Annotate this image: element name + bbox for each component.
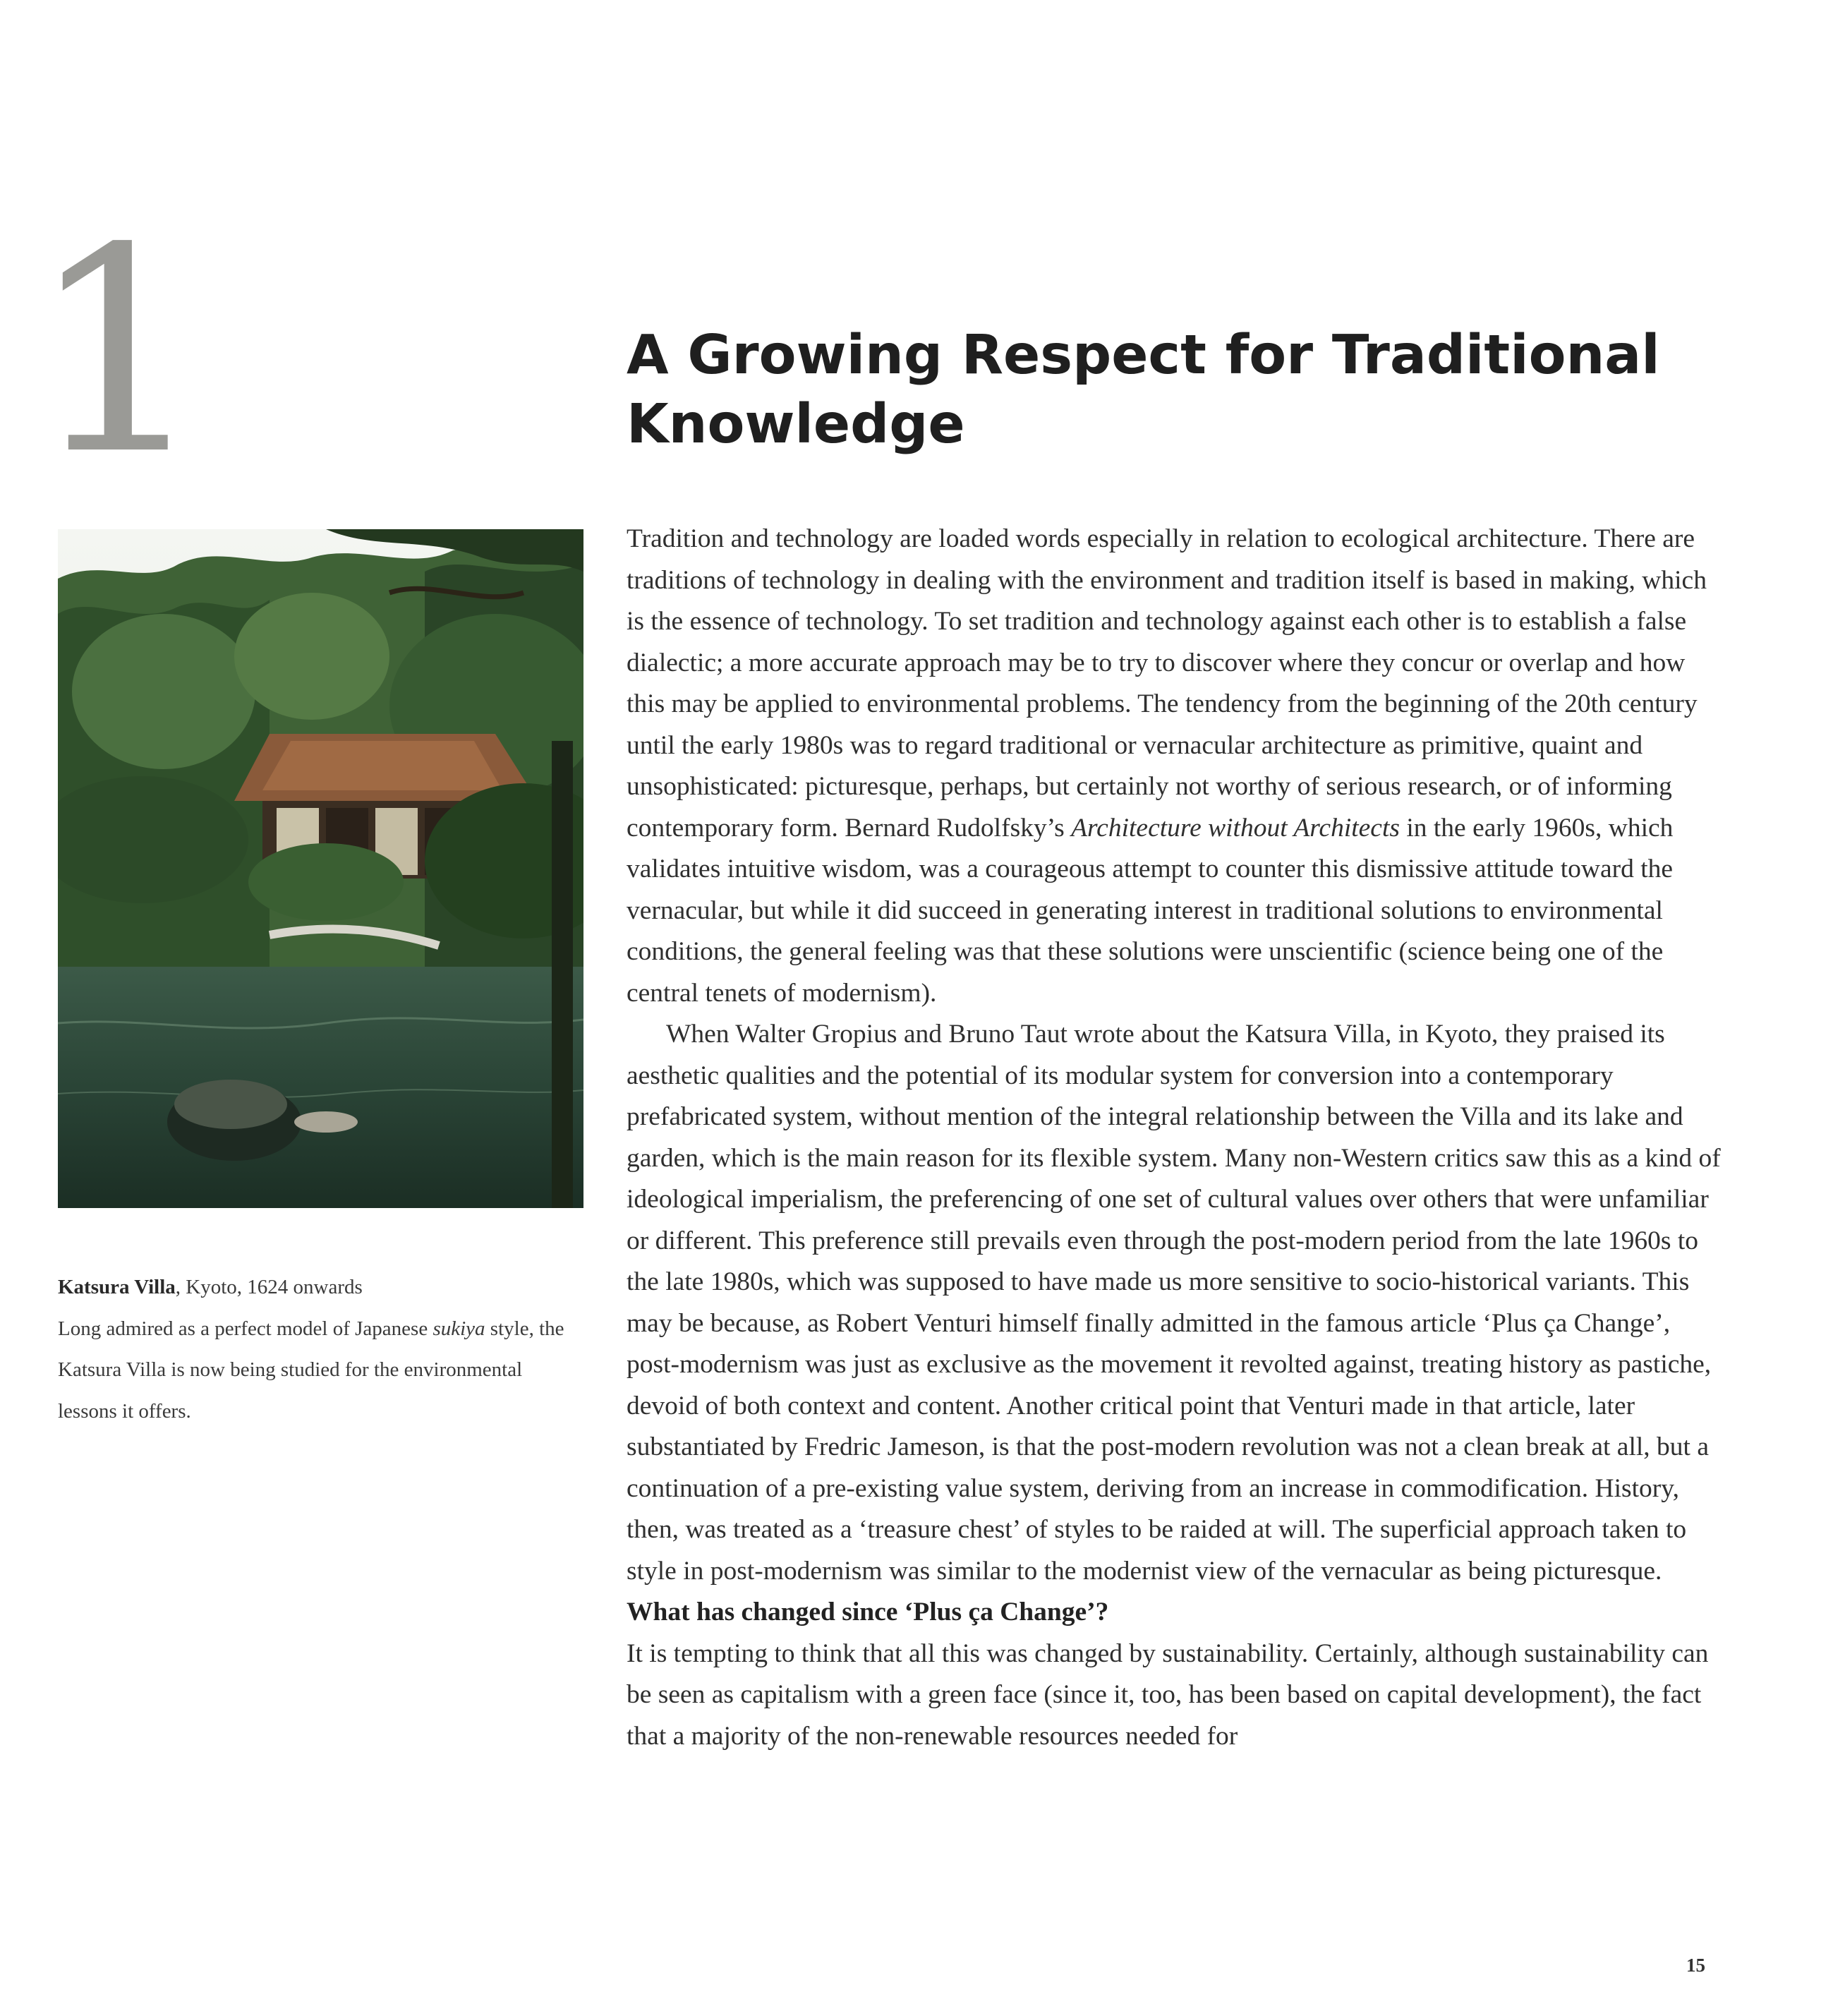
figure-caption [58, 1267, 566, 1432]
paragraph-3: It is tempting to think that all this was changed by sustainability. Certainly, although sustainability can be seen as capitalism with a green face (since it, too, has been based on capital development), the fact that a majority of the non-renewable resources needed for [627, 1638, 1709, 1751]
book-title-italic: Architecture without Architects [1071, 813, 1400, 843]
section-subheading: What has changed since ‘Plus ça Change’? [627, 1598, 1109, 1626]
chapter-title: A Growing Respect for Traditional Knowledge [627, 324, 1660, 456]
paragraph-1-part-b: in the early 1960s, which validates intuitive wisdom, was a courageous attempt to counter this dismissive attitude toward the vernacular, but while it did succeed in generating interest in traditional solutions to environmental conditions, the general feeling was that these solutions were unscientific (science being one of the central tenets of modernism). [627, 813, 1674, 1008]
paragraph-1 [627, 519, 1727, 1014]
paragraph-1-part-a: Tradition and technology are loaded words especially in relation to ecological architecture. There are traditions of technology in dealing with the environment and tradition itself is based in making, which is the essence of technology. To set tradition and technology against each other is to establish a false dialectic; a more accurate approach may be to try to discover where they concur or overlap and how this may be applied to environmental problems. The tendency from the beginning of the 20th century until the early 1980s was to regard traditional or vernacular architecture as primitive, quaint and unsophisticated: picturesque, perhaps, but certainly not worthy of serious research, or of informing contemporary form. Bernard Rudolfsky’s [627, 524, 1707, 843]
caption-meta: , Kyoto, 1624 onwards [175, 1276, 363, 1298]
paragraph-2: When Walter Gropius and Bruno Taut wrote about the Katsura Villa, in Kyoto, they praised its aesthetic qualities and the potential of its modular system for conversion into a contemporary prefabricated system, without mention of the integral relationship between the Villa and its lake and garden, which is the main reason for its flexible system. Many non-Western critics saw this as a kind of ideological imperialism, the preferencing of one set of cultural values over others that were unfamiliar or different. This preference still prevails even through the post-modern period from the late 1960s to the late 1980s, which was supposed to have made us more sensitive to socio-historical variants. This may be because, as Robert Venturi himself finally admitted in the famous article ‘Plus ça Change’, post-modernism was just as exclusive as the movement it revolted against, treating history as pastiche, devoid of both context and content. Another critical point that Venturi made in that article, later substantiated by Fredric Jameson, is that the post-modern revolution was not a clean break at all, but a continuation of a pre-existing value system, deriving from an increase in commodification. History, then, was treated as a ‘treasure chest’ of styles to be raided at will. The superficial approach taken to style in post-modernism was similar to the modernist view of the vernacular as being picturesque. [627, 1020, 1721, 1586]
caption-text-1: Long admired as a perfect model of Japanese [58, 1317, 433, 1340]
body-text [627, 519, 1727, 1757]
caption-italic: sukiya [432, 1317, 485, 1340]
page-number: 15 [1686, 1955, 1705, 1976]
caption-text-2: style, the Katsura Villa is now being studied for the environmental lessons it offers. [58, 1317, 564, 1423]
caption-title: Katsura Villa [58, 1276, 176, 1298]
katsura-villa-photo [58, 529, 583, 1208]
chapter-number: 1 [28, 188, 208, 517]
